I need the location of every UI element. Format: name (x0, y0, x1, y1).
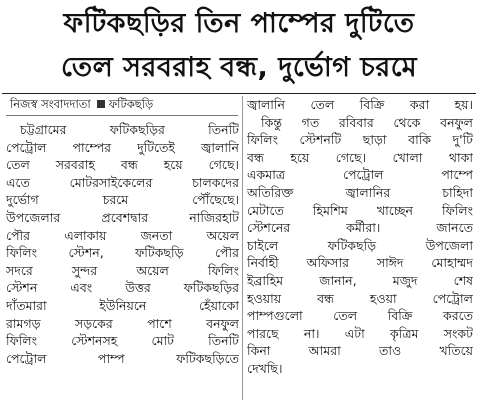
article-column-left (6, 96, 239, 367)
text-line: বন্ধ হয়ে গেছে। খোলা থাকা (247, 149, 473, 165)
text-line: কিনা আমরা তাও খতিয়ে (247, 343, 473, 359)
text-line: নির্বাহী অফিসার সাঈদ মোহাম্মদ (247, 255, 473, 271)
text-line: ফিলিং স্টেশনসহ মোট তিনটি (6, 333, 239, 349)
text-line: দাঁতমারা ইউনিয়নে হেঁয়াকো (6, 297, 239, 313)
text-line: পেট্রোল পাম্প ফটিকছড়িতে (6, 350, 239, 366)
text-line: চাইলে ফটিকছড়ি উপজেলা (247, 237, 473, 253)
headline-line-1: ফটিকছড়ির তিন পাম্পের দুটিতে (63, 8, 415, 39)
text-line: জ্বালানি তেল বিক্রি করা হয়। (247, 97, 473, 112)
text-line: হওয়ায় বন্ধ হওয়া পেট্রোল (247, 290, 473, 306)
text-line: এতে মোটরসাইকেলের চালকদের (6, 174, 239, 190)
text-line: মেটাতে হিমশিম খাচ্ছেন ফিলিং (247, 202, 473, 218)
text-line: ফিলিং স্টেশন, ফটিকছড়ি পৌর (6, 245, 239, 261)
text-line: চট্টগ্রামের ফটিকছড়ির তিনটি (20, 122, 239, 137)
text-line: দেখছি। (247, 360, 283, 376)
text-line: সদরে সুন্দর অয়েল ফিলিং (6, 262, 239, 278)
byline-divider (6, 115, 238, 116)
headline (8, 2, 470, 90)
text-line: রামগড় সড়কের পাশে বনফুল (6, 315, 239, 331)
text-line: পেট্রোল পাম্পের দুটিতেই জ্বালানি (6, 139, 239, 155)
article-column-right (247, 96, 473, 378)
text-line: পারছে না। এটা কৃত্রিম সংকট (247, 325, 473, 341)
text-line: স্টেশনের কর্মীরা। জানতে (247, 220, 473, 236)
text-line: উপজেলার প্রবেশদ্বার নাজিরহাট (6, 209, 239, 225)
square-bullet-icon (97, 100, 105, 108)
text-line: কিন্তু গত রবিবার থেকে বনফুল (261, 114, 473, 130)
article-body-left (6, 121, 239, 367)
byline-reporter: নিজস্ব সংবাদদাতা (10, 97, 91, 111)
text-line: তেল সরবরাহ বন্ধ হয়ে গেছে। (6, 157, 239, 173)
text-line: ইব্রাহিম জানান, মজুদ শেষ (247, 272, 473, 288)
text-line: পাম্পগুলো তেল বিক্রি করতে (247, 308, 473, 324)
text-line: দুর্ভোগ চরমে পৌঁছেছে। (6, 192, 239, 208)
byline (6, 96, 239, 113)
column-divider (242, 96, 243, 400)
text-line: ফিলিং স্টেশনটি ছাড়া বাকি দু'টি (247, 132, 473, 148)
byline-location: ফটিকছড়ি (108, 97, 154, 111)
text-line: একমাত্র পেট্রোল পাম্পে (247, 167, 473, 183)
text-line: পৌর এলাকায় জনতা অয়েল (6, 227, 239, 243)
text-line: অতিরিক্ত জ্বালানির চাহিদা (247, 184, 473, 200)
headline-line-2: তেল সরবরাহ বন্ধ, দুর্ভোগ চরমে (60, 52, 418, 83)
text-line: স্টেশন এবং উত্তর ফটিকছড়ির (6, 280, 239, 296)
headline-divider (2, 93, 476, 94)
